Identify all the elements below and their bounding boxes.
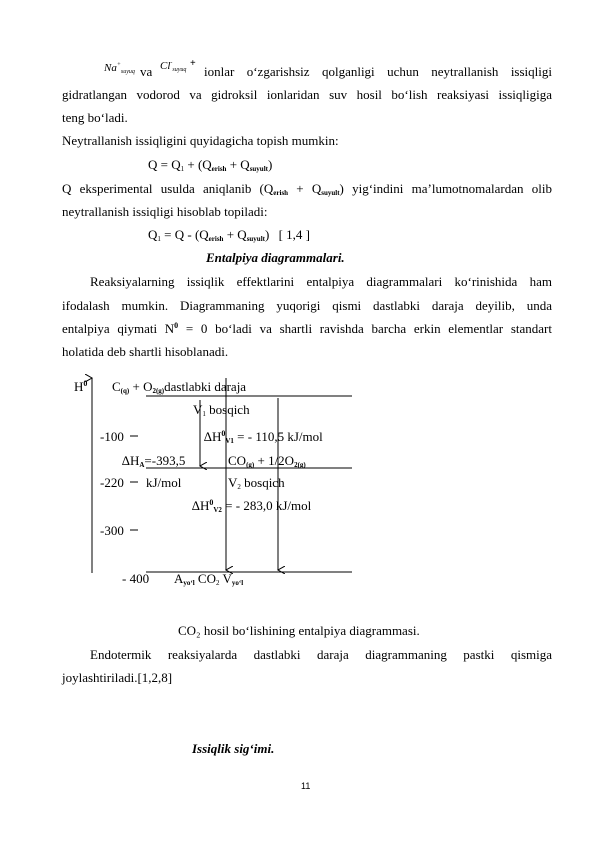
v2-label: $V_2$ bosqich <box>228 475 285 491</box>
dh-v1-label: $\Delta H^0_{V1}$ = - 110,5 kJ/mol <box>204 429 323 445</box>
page-number: 11 <box>301 781 311 791</box>
para2-line1: Q eksperimental usulda aniqlanib $(Q_{erish} + Q_{suyult})$ yig‘indini ma’lumotnomalardan olib <box>62 181 552 197</box>
para4-line1: Endotermik reaksiyalarda dastlabki daraja diagrammaning pastki qismiga <box>90 647 552 662</box>
tick-label-100: -100 <box>100 429 124 444</box>
para3-line4: holatida deb shartli hisoblanadi. <box>62 344 229 359</box>
dh-a-unit: kJ/mol <box>146 475 182 490</box>
plus-sign: + <box>190 58 196 69</box>
reference-1-4: [ 1,4 ] <box>278 227 310 242</box>
ion-cl-formula: Cl-suyuq <box>160 60 187 73</box>
va-word: va <box>140 64 153 79</box>
dh-a-label: $\Delta H_A=-393,5$ <box>122 453 186 469</box>
tick-label-300: -300 <box>100 523 124 538</box>
final-level-label: $A_{yo‘l}$ $CO_2$ $V_{yo‘l}$ <box>174 571 244 587</box>
formula-2: $Q_1 = Q - (Q_{erish} + Q_{suyult})$ [ 1,4 ] <box>148 227 310 243</box>
ion-na-formula: Na+suyuq <box>104 62 135 75</box>
intro-line3: teng bo‘ladi. <box>62 110 128 125</box>
co-level-label: $CO_{(g)} + 1/2O_{2(g)}$ <box>228 453 306 469</box>
v1-label: $V_1$ bosqich <box>193 402 250 418</box>
dh-v2-label: $\Delta H^0_{V2}$ = - 283,0 kJ/mol <box>192 498 312 514</box>
tick-label-220: -220 <box>100 475 124 490</box>
intro-line4: Neytrallanish issiqligini quyidagicha topish mumkin: <box>62 133 339 148</box>
intro-line1: ionlar o‘zgarishsiz qolganligi uchun neytrallanish issiqligi <box>204 64 552 79</box>
diagram-caption: CO₂ hosil bo‘lishining entalpiya diagrammasi. <box>178 623 420 638</box>
para4-line2: joylashtiriladi.[1,2,8] <box>62 670 173 685</box>
heading-issiqlik-sigimi: Issiqlik sig‘imi. <box>192 741 275 756</box>
intro-line2: gidratlangan vodorod va gidroksil ionlaridan suv hosil bo‘lish reaksiyasi issiqligiga <box>62 87 552 102</box>
para3-line3: entalpiya qiymati $N^0 = 0$ bo‘ladi va shartli ravishda barcha erkin elementlar standart <box>62 321 552 336</box>
initial-level-label: $C_{(q)}$ + $O_{2(g)}dastlabki$ daraja <box>112 379 247 395</box>
formula-1: $Q = Q_1 + (Q_{erish} + Q_{suyult})$ <box>148 157 273 173</box>
para3-line2: ifodalash mumkin. Diagrammaning yuqorigi qismi dastlabki daraja deyilib, unda <box>62 298 552 313</box>
h0-label: $H^0$ <box>74 379 88 394</box>
para2-line2: neytrallanish issiqligi hisoblab topiladi: <box>62 204 268 219</box>
para3-line1: Reaksiyalarning issiqlik effektlarini entalpiya diagrammalari ko‘rinishida ham <box>90 274 552 289</box>
tick-label-400: - 400 <box>122 571 150 586</box>
heading-entalpiya: Entalpiya diagrammalari. <box>206 250 345 265</box>
